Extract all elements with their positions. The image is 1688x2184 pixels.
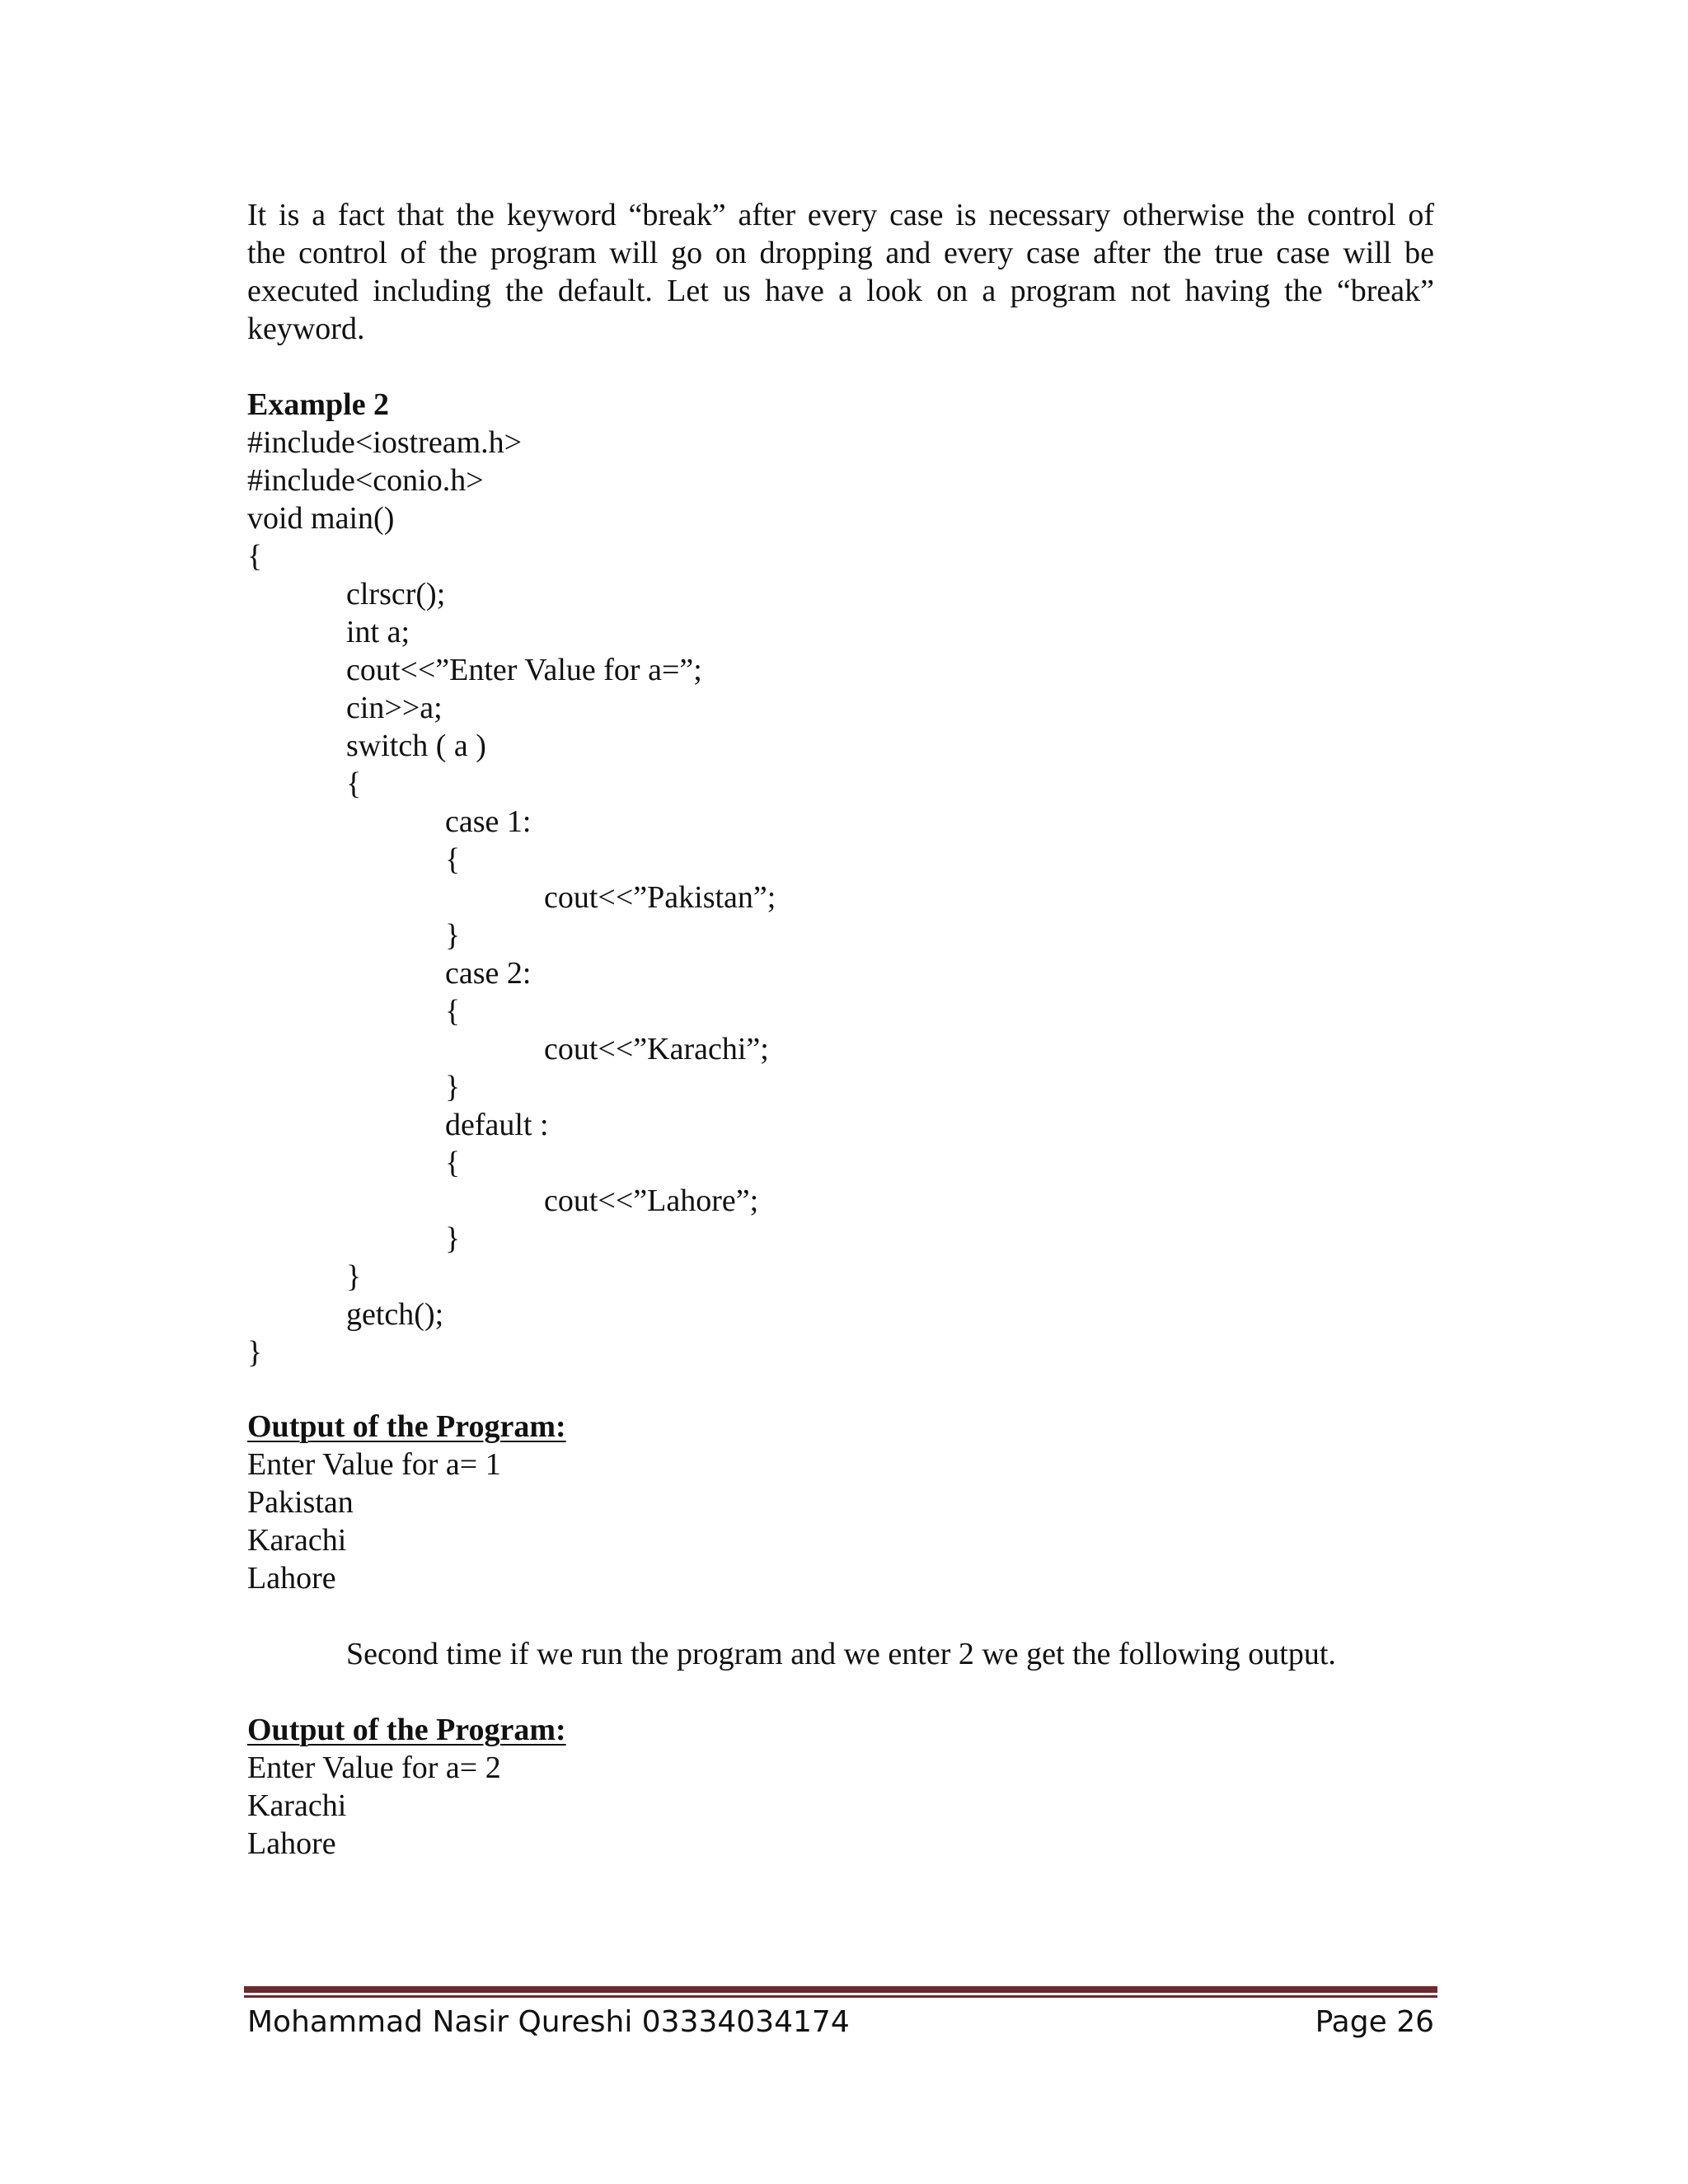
code-line: } [445,1070,461,1104]
code-line: { [445,1146,461,1180]
intro-paragraph [247,196,1434,348]
code-line: switch ( a ) [346,729,486,763]
code-line: case 1: [445,804,532,839]
footer-rule-thick [244,1986,1437,1993]
footer-rule [244,1986,1437,1999]
code-line: cout<<”Karachi”; [544,1032,769,1066]
output-line: Lahore [247,1561,336,1596]
output-line: Lahore [247,1826,336,1861]
code-line: } [247,1335,263,1370]
code-line: } [346,1259,362,1294]
code-line: default : [445,1108,549,1142]
output-heading: Output of the Program: [247,1713,566,1747]
code-line: cout<<”Pakistan”; [544,880,776,915]
code-line: } [445,1221,461,1256]
code-line: { [247,539,263,574]
code-line: { [445,994,461,1029]
footer-author: Mohammad Nasir Qureshi 03334034174 [247,2005,850,2039]
output-line: Enter Value for a= 1 [247,1447,501,1482]
code-line: case 2: [445,956,532,991]
footer-page-number: Page 26 [1315,2005,1434,2039]
footer-rule-thin [244,1995,1437,1998]
code-line: { [346,766,362,801]
intro-line: executed including the default. Let us have a look on a program not having the “break” [247,274,1434,308]
code-line: clrscr(); [346,577,446,612]
output-line: Karachi [247,1523,347,1558]
intro-line: the control of the program will go on dropping and every case after the true case will be [247,236,1434,270]
code-line: getch(); [346,1297,444,1332]
code-line: cout<<”Enter Value for a=”; [346,653,702,687]
intro-line: It is a fact that the keyword “break” after every case is necessary otherwise the control of [247,198,1434,232]
code-line: #include<conio.h> [247,463,484,498]
code-line: int a; [346,615,410,649]
output-heading: Output of the Program: [247,1409,566,1444]
example-heading: Example 2 [247,387,390,422]
code-line: } [445,918,461,953]
second-run-text: Second time if we run the program and we enter 2 we get the following output. [346,1637,1336,1671]
code-line: cout<<”Lahore”; [544,1183,759,1218]
intro-line: keyword. [247,312,365,346]
code-line: void main() [247,501,395,536]
code-line: #include<iostream.h> [247,425,523,460]
output-line: Enter Value for a= 2 [247,1750,501,1785]
output-line: Karachi [247,1788,347,1823]
code-line: { [445,842,461,877]
output-line: Pakistan [247,1485,354,1520]
code-line: cin>>a; [346,691,443,725]
